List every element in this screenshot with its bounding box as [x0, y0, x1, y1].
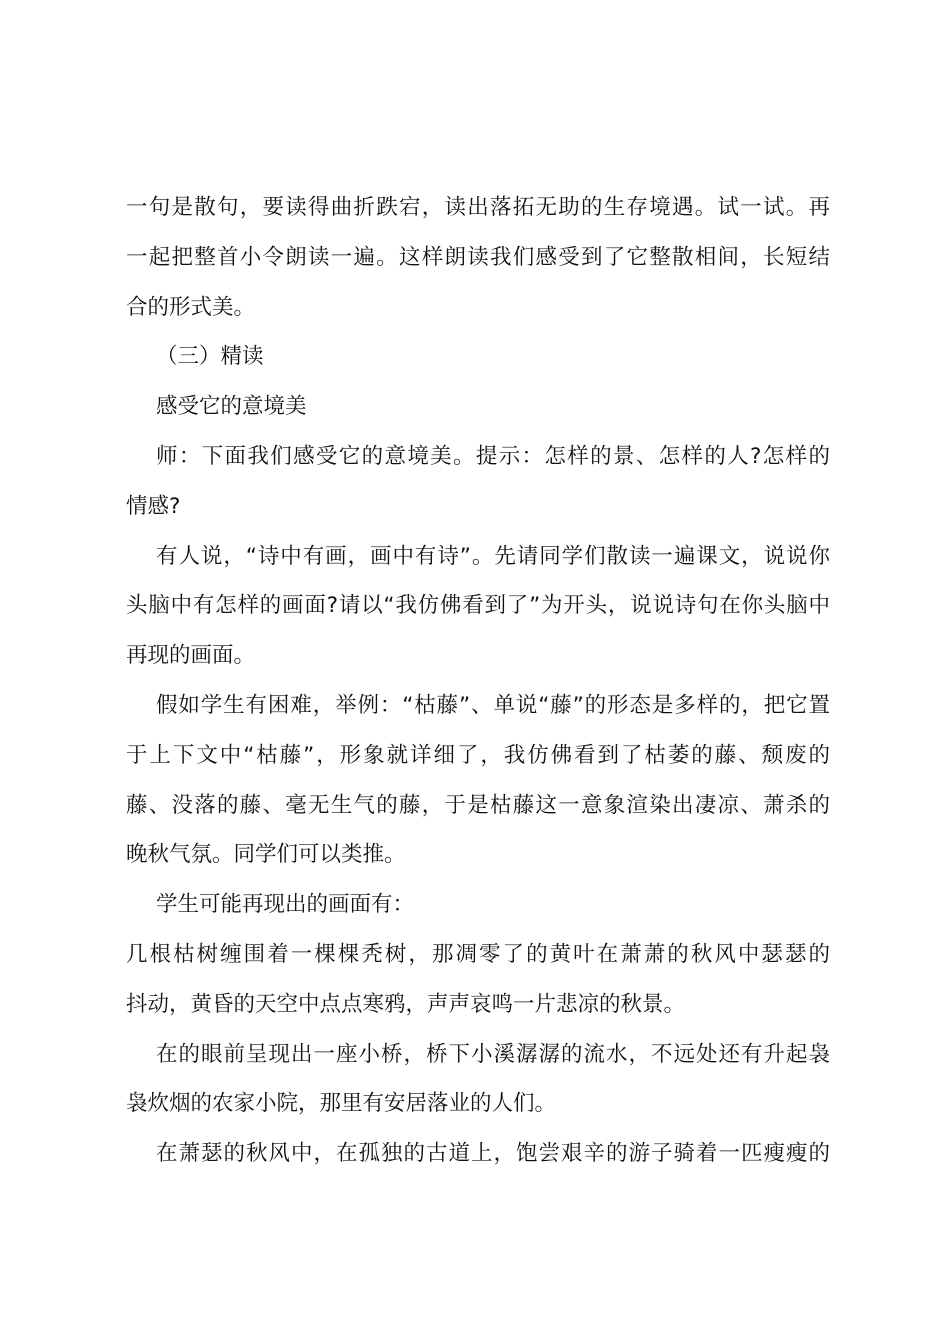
paragraph-line: 一句是散句，要读得曲折跌宕，读出落拓无助的生存境遇。试一试。再: [126, 195, 830, 220]
document-body: [126, 183, 830, 1179]
paragraph-line: 一起把整首小令朗读一遍。这样朗读我们感受到了它整散相间，长短结: [126, 244, 830, 270]
subsection-heading: 感受它的意境美: [156, 394, 307, 420]
paragraph-line: 假如学生有困难，举例：“枯藤”、单说“藤”的形态是多样的，把它置: [156, 692, 830, 718]
paragraph-line: 头脑中有怎样的画面?请以“我仿佛看到了”为开头，说说诗句在你头脑中: [126, 593, 830, 619]
paragraph-line: 在萧瑟的秋风中，在孤独的古道上，饱尝艰辛的游子骑着一匹瘦瘦的: [156, 1141, 830, 1167]
paragraph-line: 晚秋气氛。同学们可以类推。: [126, 842, 406, 868]
paragraph-line: 有人说，“诗中有画，画中有诗”。先请同学们散读一遍课文，说说你: [156, 543, 830, 569]
paragraph-line: 再现的画面。: [126, 643, 256, 669]
paragraph-line: 学生可能再现出的画面有：: [156, 892, 415, 918]
paragraph-line: 袅炊烟的农家小院，那里有安居落业的人们。: [126, 1091, 557, 1117]
paragraph-line: 抖动，黄昏的天空中点点寒鸦，声声哀鸣一片悲凉的秋景。: [126, 991, 686, 1017]
paragraph-line: 几根枯树缠围着一棵棵秃树，那凋零了的黄叶在萧萧的秋风中瑟瑟的: [126, 941, 830, 967]
paragraph-line: 藤、没落的藤、毫无生气的藤，于是枯藤这一意象渲染出凄凉、萧杀的: [126, 792, 830, 818]
paragraph-line: 合的形式美。: [126, 294, 256, 320]
paragraph-line: 情感?: [126, 493, 181, 519]
paragraph-line: 师：下面我们感受它的意境美。提示：怎样的景、怎样的人?怎样的: [156, 443, 830, 469]
section-heading: （三）精读: [156, 344, 264, 370]
paragraph-line: 于上下文中“枯藤”，形象就详细了，我仿佛看到了枯萎的藤、颓废的: [126, 742, 830, 768]
paragraph-line: 在的眼前呈现出一座小桥，桥下小溪潺潺的流水，不远处还有升起袅: [156, 1041, 830, 1067]
